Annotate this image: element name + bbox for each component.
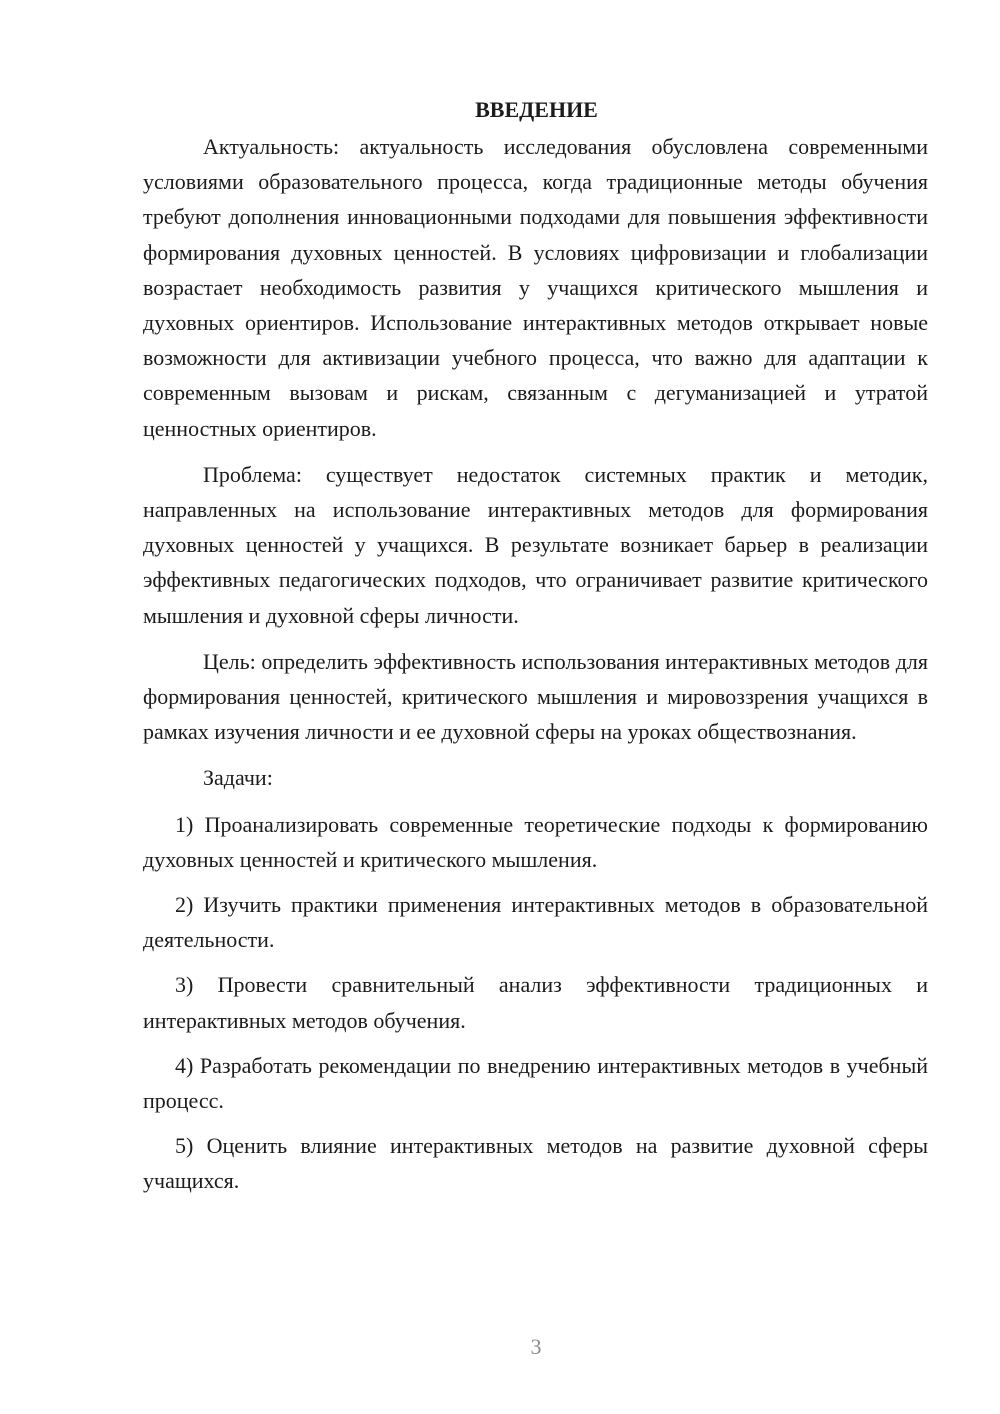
task-item: 4) Разработать рекомендации по внедрению интерактивных методов в учебный процесс. (143, 1052, 928, 1114)
relevance-paragraph: Актуальность: актуальность исследования обусловлена современными условиями образовательного процесса, когда традиционные методы обучения требуют дополнения инновационными подходами для повышения эффективности формирования духовных ценностей. В условиях цифровизации и глобализации возрастает необходимость развития у учащихся критического мышления и духовных ориентиров. Использование интерактивных методов открывает новые возможности для активизации учебного процесса, что важно для адаптации к современным вызовам и рискам, связанным с дегуманизацией и утратой ценностных ориентиров. (143, 134, 928, 441)
goal-paragraph: Цель: определить эффективность использования интерактивных методов для формирования ценностей, критического мышления и мировоззрения учащихся в рамках изучения личности и ее духовной сферы на уроках обществознания. (143, 648, 928, 745)
tasks-label: Задачи: (203, 765, 273, 791)
problem-paragraph: Проблема: существует недостаток системных практик и методик, направленных на использование интерактивных методов для формирования духовных ценностей у учащихся. В результате возникает барьер в реализации эффективных педагогических подходов, что ограничивает развитие критического мышления и духовной сферы личности. (143, 461, 928, 628)
task-item: 2) Изучить практики применения интерактивных методов в образовательной деятельности. (143, 892, 928, 953)
page-number: 3 (530, 1334, 542, 1359)
task-item: 5) Оценить влияние интерактивных методов на развитие духовной сферы учащихся. (143, 1133, 928, 1194)
task-item: 3) Провести сравнительный анализ эффективности традиционных и интерактивных методов обучения. (143, 972, 928, 1033)
task-item: 1) Проанализировать современные теоретические подходы к формированию духовных ценностей и критического мышления. (143, 811, 928, 872)
section-title: ВВЕДЕНИЕ (475, 97, 598, 122)
page-content (143, 92, 928, 1209)
